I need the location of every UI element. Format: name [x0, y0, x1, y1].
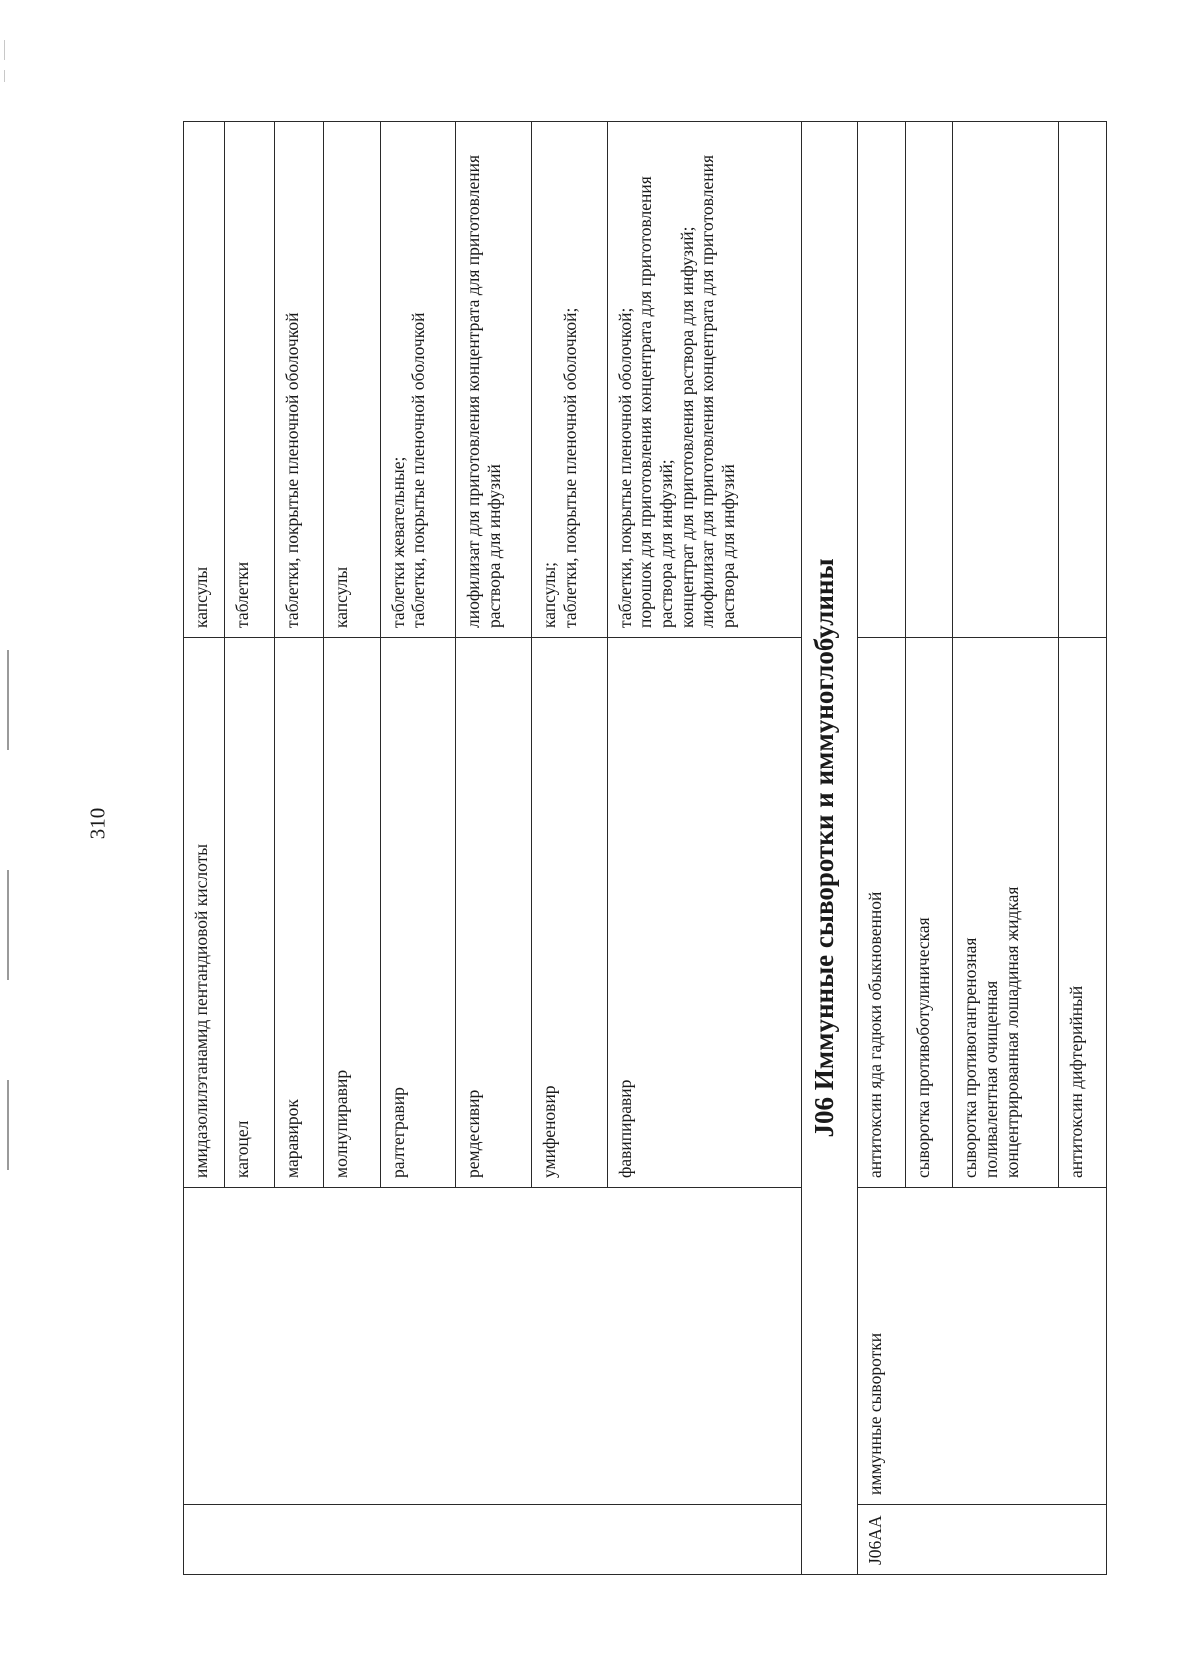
scan-edge-mark [4, 40, 5, 60]
drug-list-table [183, 121, 1107, 1575]
dosage-form [905, 122, 953, 638]
drug-name: ремдесивир [456, 638, 532, 1188]
section-heading: J06 Иммунные сыворотки и иммуноглобулины [802, 122, 858, 1575]
empty-group-cell [184, 1188, 802, 1505]
rotated-table-wrapper [183, 122, 1107, 1575]
empty-code-cell [184, 1505, 802, 1575]
scan-edge-mark [7, 650, 9, 750]
dosage-form: таблетки, покрытые пленочной оболочкой; порошок для приготовления концентрата для приготовления раствора для инфузий; концентрат для приготовления раствора для инфузий; лиофилизат для приготовления концентрата для приготовления раствора для инфузий [607, 122, 802, 638]
drug-name: сыворотка противогангренозная поливалентная очищенная концентрированная лошадиная жидкая [953, 638, 1059, 1188]
dosage-form: капсулы [324, 122, 380, 638]
dosage-form: капсулы [184, 122, 225, 638]
atc-code: J06AA [858, 1505, 1107, 1575]
dosage-form: таблетки жевательные; таблетки, покрытые пленочной оболочкой [380, 122, 456, 638]
drug-name: умифеновир [531, 638, 607, 1188]
scan-edge-mark [4, 70, 5, 82]
page-number: 310 [85, 807, 110, 840]
dosage-form: лиофилизат для приготовления концентрата для приготовления раствора для инфузий [456, 122, 532, 638]
drug-name: кагоцел [225, 638, 275, 1188]
drug-name: фавипиравир [607, 638, 802, 1188]
dosage-form [953, 122, 1059, 638]
scan-edge-mark [7, 870, 9, 980]
dosage-form [858, 122, 906, 638]
scan-edge-mark [7, 1080, 9, 1170]
drug-name: молнупиравир [324, 638, 380, 1188]
group-name: иммунные сыворотки [858, 1188, 1107, 1505]
dosage-form: таблетки, покрытые пленочной оболочкой [274, 122, 324, 638]
dosage-form: таблетки [225, 122, 275, 638]
drug-name: ралтегравир [380, 638, 456, 1188]
dosage-form [1059, 122, 1107, 638]
drug-name: антитоксин дифтерийный [1059, 638, 1107, 1188]
table-row [184, 122, 225, 1575]
drug-name: антитоксин яда гадюки обыкновенной [858, 638, 906, 1188]
drug-name: маравирок [274, 638, 324, 1188]
drug-name: сыворотка противоботулиническая [905, 638, 953, 1188]
section-heading-row [802, 122, 858, 1575]
dosage-form: капсулы; таблетки, покрытые пленочной оболочкой; [531, 122, 607, 638]
drug-name: имидазолилэтанамид пентандиовой кислоты [184, 638, 225, 1188]
table-row [858, 122, 906, 1575]
